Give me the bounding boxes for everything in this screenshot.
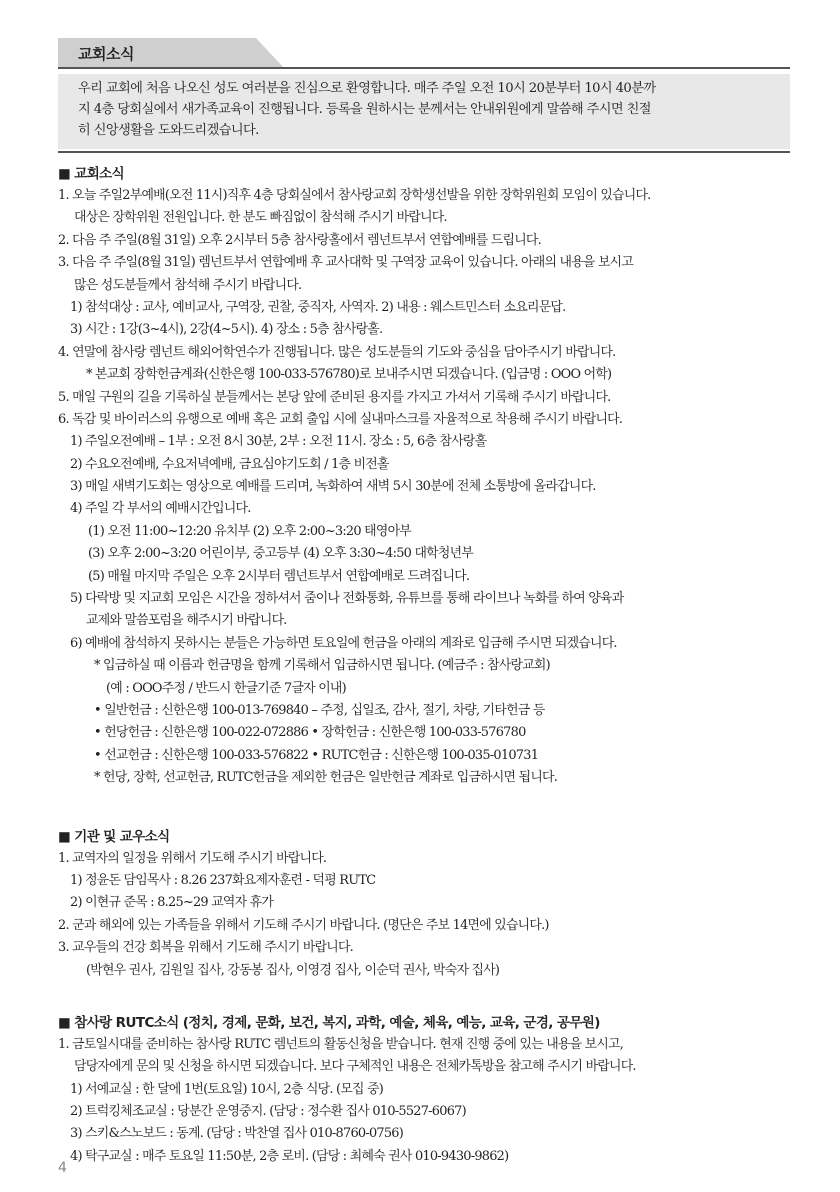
news-subitem: 3) 매일 새벽기도회는 영상으로 예배를 드리며, 녹화하여 새벽 5시 30분에 전체 소통방에 올라갑니다. [70, 479, 596, 495]
members-news-section [58, 826, 790, 982]
news-note: (예 : OOO주정 / 반드시 한글기준 7글자 이내) [106, 680, 346, 696]
header-tab-label: 교회소식 [78, 45, 134, 63]
news-subitem: 6) 예배에 참석하지 못하시는 분들은 가능하면 토요일에 헌금을 아래의 계좌로 입금해 주시면 되겠습니다. [70, 635, 617, 651]
account-item: • 헌당헌금 : 신한은행 100-022-072886 • 장학헌금 : 신한은행 100-033-576780 [94, 725, 526, 741]
news-subitem: 1) 참석대상 : 교사, 예비교사, 구역장, 권찰, 중직자, 사역자. 2) 내용 : 웨스트민스터 소요리문답. [70, 299, 566, 315]
news-subitem: 2) 수요오전예배, 수요저녁예배, 금요심야기도회 / 1층 비전홀 [70, 456, 389, 472]
news-item: 1. 교역자의 일정을 위해서 기도해 주시기 바랍니다. [58, 850, 327, 866]
news-subitem: 1) 서예교실 : 한 달에 1번(토요일) 10시, 2층 식당. (모집 중) [70, 1081, 384, 1097]
news-subitem: 2) 트럭킹체조교실 : 당분간 운영중지. (담당 : 정수환 집사 010-5527-6067) [70, 1104, 466, 1120]
news-note: * 입금하실 때 이름과 헌금명을 함께 기록해서 입금하시면 됩니다. (예금주 : 참사랑교회) [94, 658, 550, 674]
news-item: 1. 오늘 주일2부예배(오전 11시)직후 4층 당회실에서 참사랑교회 장학생선발을 위한 장학위원회 모임이 있습니다. [58, 188, 651, 203]
news-item: 많은 성도분들께서 참석해 주시기 바랍니다. [74, 277, 302, 293]
bulletin-page [58, 38, 790, 1168]
news-subitem: 5) 다락방 및 지교회 모임은 시간을 정하셔서 줌이나 전화통화, 유튜브를 통해 라이브나 녹화를 하여 양육과 [70, 591, 624, 607]
news-subitem: 2) 이현규 준목 : 8.25~29 교역자 휴가 [70, 895, 274, 911]
welcome-line: 히 신앙생활을 도와드리겠습니다. [78, 123, 259, 138]
account-item: • 일반헌금 : 신한은행 100-013-769840 – 주정, 십일조, 감사, 절기, 차량, 기타헌금 등 [94, 702, 545, 718]
section-title: ■ 교회소식 [58, 166, 125, 182]
rutc-news-section [58, 1012, 790, 1168]
news-subsubitem: (1) 오전 11:00~12:20 유치부 (2) 오후 2:00~3:20 태영아부 [88, 523, 411, 539]
news-item: 6. 독감 및 바이러스의 유행으로 예배 혹은 교회 출입 시에 실내마스크를 자율적으로 착용해 주시기 바랍니다. [58, 411, 623, 427]
welcome-line: 지 4층 당회실에서 새가족교육이 진행됩니다. 등록을 원하시는 분께서는 안내위원에게 말씀해 주시면 친절 [78, 102, 651, 117]
welcome-rule [58, 151, 790, 153]
page-number: 4 [58, 1160, 67, 1176]
news-subitem: 3) 시간 : 1강(3~4시), 2강(4~5시). 4) 장소 : 5층 참사랑홀. [70, 322, 383, 338]
section-title: ■ 기관 및 교우소식 [58, 828, 170, 845]
news-item: 5. 매일 구원의 길을 기록하실 분들께서는 본당 앞에 준비된 용지를 가지고 가셔서 기록해 주시기 바랍니다. [58, 389, 611, 405]
welcome-box [58, 74, 790, 149]
news-subitem: 1) 주일오전예배 – 1부 : 오전 8시 30분, 2부 : 오전 11시. 장소 : 5, 6층 참사랑홀 [70, 434, 487, 450]
news-item: 4. 연말에 참사랑 렘넌트 해외어학연수가 진행됩니다. 많은 성도분들의 기도와 중심을 담아주시기 바랍니다. [58, 344, 616, 360]
news-note: * 헌당, 장학, 선교헌금, RUTC헌금을 제외한 헌금은 일반헌금 계좌로 입금하시면 됩니다. [94, 770, 558, 786]
news-subitem: 1) 정윤돈 담임목사 : 8.26 237화요제자훈련 - 덕평 RUTC [70, 872, 376, 888]
news-item: 3. 다음 주 주일(8월 31일) 렘넌트부서 연합예배 후 교사대학 및 구역장 교육이 있습니다. 아래의 내용을 보시고 [58, 255, 634, 271]
news-note: (박현우 권사, 김원일 집사, 강동봉 집사, 이영경 집사, 이순덕 권사, 박숙자 집사) [86, 962, 500, 978]
news-subsubitem: (3) 오후 2:00~3:20 어린이부, 중고등부 (4) 오후 3:30~4:50 대학청년부 [88, 546, 473, 562]
news-item: 3. 교우들의 건강 회복을 위해서 기도해 주시기 바랍니다. [58, 940, 354, 956]
header-rule [58, 67, 790, 69]
news-subitem: 4) 주일 각 부서의 예배시간입니다. [70, 501, 251, 517]
section-title: ■ 참사랑 RUTC소식 (정치, 경제, 문화, 보건, 복지, 과학, 예술, 체육, 예능, 교육, 군경, 공무원) [58, 1014, 600, 1031]
news-subitem: 4) 탁구교실 : 매주 토요일 11:50분, 2층 로비. (담당 : 최혜숙 권사 010-9430-9862) [70, 1148, 509, 1164]
news-item: 담당자에게 문의 및 신청을 하시면 되겠습니다. 보다 구체적인 내용은 전체카톡방을 참고해 주시기 바랍니다. [74, 1059, 636, 1075]
news-subitem: 교제와 말씀포럼을 해주시기 바랍니다. [86, 613, 287, 629]
church-news-section [58, 163, 790, 790]
news-subsubitem: (5) 매월 마지막 주일은 오후 2시부터 렘넌트부서 연합예배로 드려집니다. [88, 568, 470, 584]
news-item: 1. 금토일시대를 준비하는 참사랑 RUTC 렘넌트의 활동신청을 받습니다. 현재 진행 중에 있는 내용을 보시고, [58, 1036, 624, 1052]
news-subitem: 3) 스키&스노보드 : 동계. (담당 : 박찬열 집사 010-8760-0756) [70, 1126, 404, 1142]
welcome-line: 우리 교회에 처음 나오신 성도 여러분을 진심으로 환영합니다. 매주 주일 오전 10시 20분부터 10시 40분까 [78, 81, 656, 96]
section-header [58, 38, 790, 68]
news-note: * 본교회 장학헌금계좌(신한은행 100-033-576780)로 보내주시면 되겠습니다. (입금명 : OOO 어학) [86, 367, 612, 383]
news-item: 2. 군과 해외에 있는 가족들을 위해서 기도해 주시기 바랍니다. (명단은 주보 14면에 있습니다.) [58, 917, 549, 933]
news-item: 대상은 장학위원 전원입니다. 한 분도 빠짐없이 참석해 주시기 바랍니다. [74, 210, 447, 226]
news-item: 2. 다음 주 주일(8월 31일) 오후 2시부터 5층 참사랑홀에서 렘넌트부서 연합예배를 드립니다. [58, 232, 541, 248]
account-item: • 선교헌금 : 신한은행 100-033-576822 • RUTC헌금 : 신한은행 100-035-010731 [94, 747, 539, 763]
